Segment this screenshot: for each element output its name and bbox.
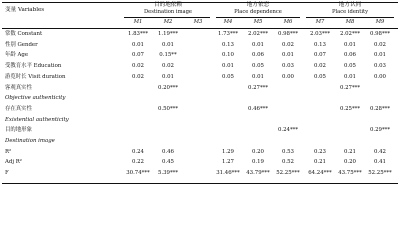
table-cell: 0.46***	[247, 105, 269, 112]
model-header-m3: M3	[193, 19, 203, 25]
row-label: Existential authenticity	[5, 116, 69, 123]
table-cell: 0.01	[343, 41, 356, 48]
row-label: 目的地形象	[5, 127, 32, 134]
model-header-m4: M4	[223, 19, 233, 25]
bottom-rule	[2, 183, 398, 184]
table-cell: 64.24***	[308, 170, 332, 177]
table-cell: 0.28***	[369, 105, 391, 112]
table-cell: 0.01	[221, 63, 234, 70]
table-cell: 0.21	[343, 148, 356, 155]
table-cell: 0.45	[161, 159, 174, 166]
model-header-m6: M6	[283, 19, 293, 25]
row-label: Objective authenticity	[5, 95, 66, 102]
table-cell: 0.02	[281, 41, 294, 48]
table-cell: 0.20	[251, 148, 264, 155]
row-label: 年龄 Age	[5, 52, 29, 59]
table-cell: 31.46***	[216, 170, 240, 177]
table-cell: 0.07	[313, 52, 326, 59]
table-cell: 0.20	[343, 159, 356, 166]
row-label: 存在真实性	[5, 105, 32, 112]
table-cell: 0.22	[131, 159, 144, 166]
table-cell: 0.02	[161, 63, 174, 70]
table-cell: 1.29	[221, 148, 234, 155]
table-cell: 5.39***	[157, 170, 179, 177]
table-cell: 0.19	[251, 159, 264, 166]
table-cell: 0.02	[373, 41, 386, 48]
table-cell: 1.27	[221, 159, 234, 166]
table-cell: 2.03***	[309, 31, 331, 37]
table-cell: 0.05	[221, 73, 234, 80]
row-label: R²	[5, 148, 12, 155]
table-cell: 0.02	[313, 63, 326, 70]
table-cell: 0.21	[313, 159, 326, 166]
row-label: 客观真实性	[5, 84, 32, 91]
group-header-destination-cn: 目的地依赖	[154, 2, 182, 8]
table-cell: 0.23	[313, 148, 326, 155]
table-cell: 0.42	[373, 148, 386, 155]
variables-header: 变量 Variables	[5, 7, 45, 13]
table-cell: 0.24***	[277, 127, 299, 134]
row-label: 受教育水平 Education	[5, 63, 62, 70]
table-cell: 0.01	[131, 41, 144, 48]
group-header-dependence-en: Place dependence	[234, 9, 282, 15]
table-cell: 0.01	[281, 52, 294, 59]
table-cell: 0.20***	[157, 84, 179, 91]
table-cell: 0.13	[221, 41, 234, 48]
group-rule-dependence	[216, 17, 300, 18]
row-label: Adj R²	[5, 159, 22, 166]
table-cell: 0.05	[313, 73, 326, 80]
table-cell: 0.29***	[369, 127, 391, 134]
table-cell: 0.03	[373, 63, 386, 70]
table-cell: 2.02***	[339, 31, 361, 37]
model-header-m1: M1	[133, 19, 143, 25]
table-cell: 0.06	[343, 52, 356, 59]
table-cell: 0.07	[131, 52, 144, 59]
group-header-destination-en: Destination image	[144, 9, 192, 15]
table-cell: 52.25***	[368, 170, 392, 177]
table-cell: 0.98***	[277, 31, 299, 37]
model-header-m2: M2	[163, 19, 173, 25]
table-cell: 0.03	[281, 63, 294, 70]
table-cell: 0.01	[343, 73, 356, 80]
row-label: Destination image	[5, 138, 55, 144]
table-cell: 0.27***	[339, 84, 361, 91]
row-label: F	[5, 170, 9, 177]
table-cell: 0.98***	[369, 31, 391, 37]
group-rule-identity	[306, 17, 394, 18]
table-cell: 1.83***	[127, 31, 149, 37]
table-cell: 1.19***	[157, 31, 179, 37]
group-rule-destination	[124, 17, 210, 18]
table-cell: 0.01	[251, 73, 264, 80]
group-header-identity-cn: 地方认同	[338, 2, 362, 8]
table-cell: 0.05	[343, 63, 356, 70]
row-label: 常数 Constant	[5, 31, 43, 37]
table-cell: 1.73***	[217, 31, 239, 37]
table-cell: 0.05	[251, 63, 264, 70]
table-cell: 0.00	[373, 73, 386, 80]
table-cell: 0.06	[251, 52, 264, 59]
group-header-dependence-cn: 地方依恋	[246, 2, 270, 8]
model-header-m9: M9	[375, 19, 385, 25]
table-cell: 0.46	[161, 148, 174, 155]
table-cell: 52.25***	[276, 170, 300, 177]
header-rule	[2, 28, 398, 29]
table-cell: 0.41	[373, 159, 386, 166]
table-cell: 0.01	[251, 41, 264, 48]
table-cell: 43.79***	[246, 170, 270, 177]
table-cell: 0.27***	[247, 84, 269, 91]
table-cell: 0.02	[131, 63, 144, 70]
table-cell: 0.01	[373, 52, 386, 59]
table-cell: 43.75***	[338, 170, 362, 177]
table-cell: 0.15**	[159, 52, 177, 59]
table-cell: 0.02	[131, 73, 144, 80]
table-cell: 0.24	[131, 148, 144, 155]
table-cell: 0.01	[161, 41, 174, 48]
table-cell: 0.00	[281, 73, 294, 80]
row-label: 性别 Gender	[5, 41, 38, 48]
table-cell: 0.25***	[339, 105, 361, 112]
table-cell: 0.13	[313, 41, 326, 48]
model-header-m7: M7	[315, 19, 325, 25]
table-cell: 0.52	[281, 159, 294, 166]
group-header-identity-en: Place identity	[331, 9, 369, 15]
table-cell: 0.53	[281, 148, 294, 155]
table-cell: 0.01	[161, 73, 174, 80]
table-cell: 2.02***	[247, 31, 269, 37]
row-label: 游览时长 Visit duration	[5, 73, 66, 80]
table-cell: 0.10	[221, 52, 234, 59]
table-cell: 30.74***	[126, 170, 150, 177]
table-cell: 0.50***	[157, 105, 179, 112]
model-header-m5: M5	[253, 19, 263, 25]
model-header-m8: M8	[345, 19, 355, 25]
